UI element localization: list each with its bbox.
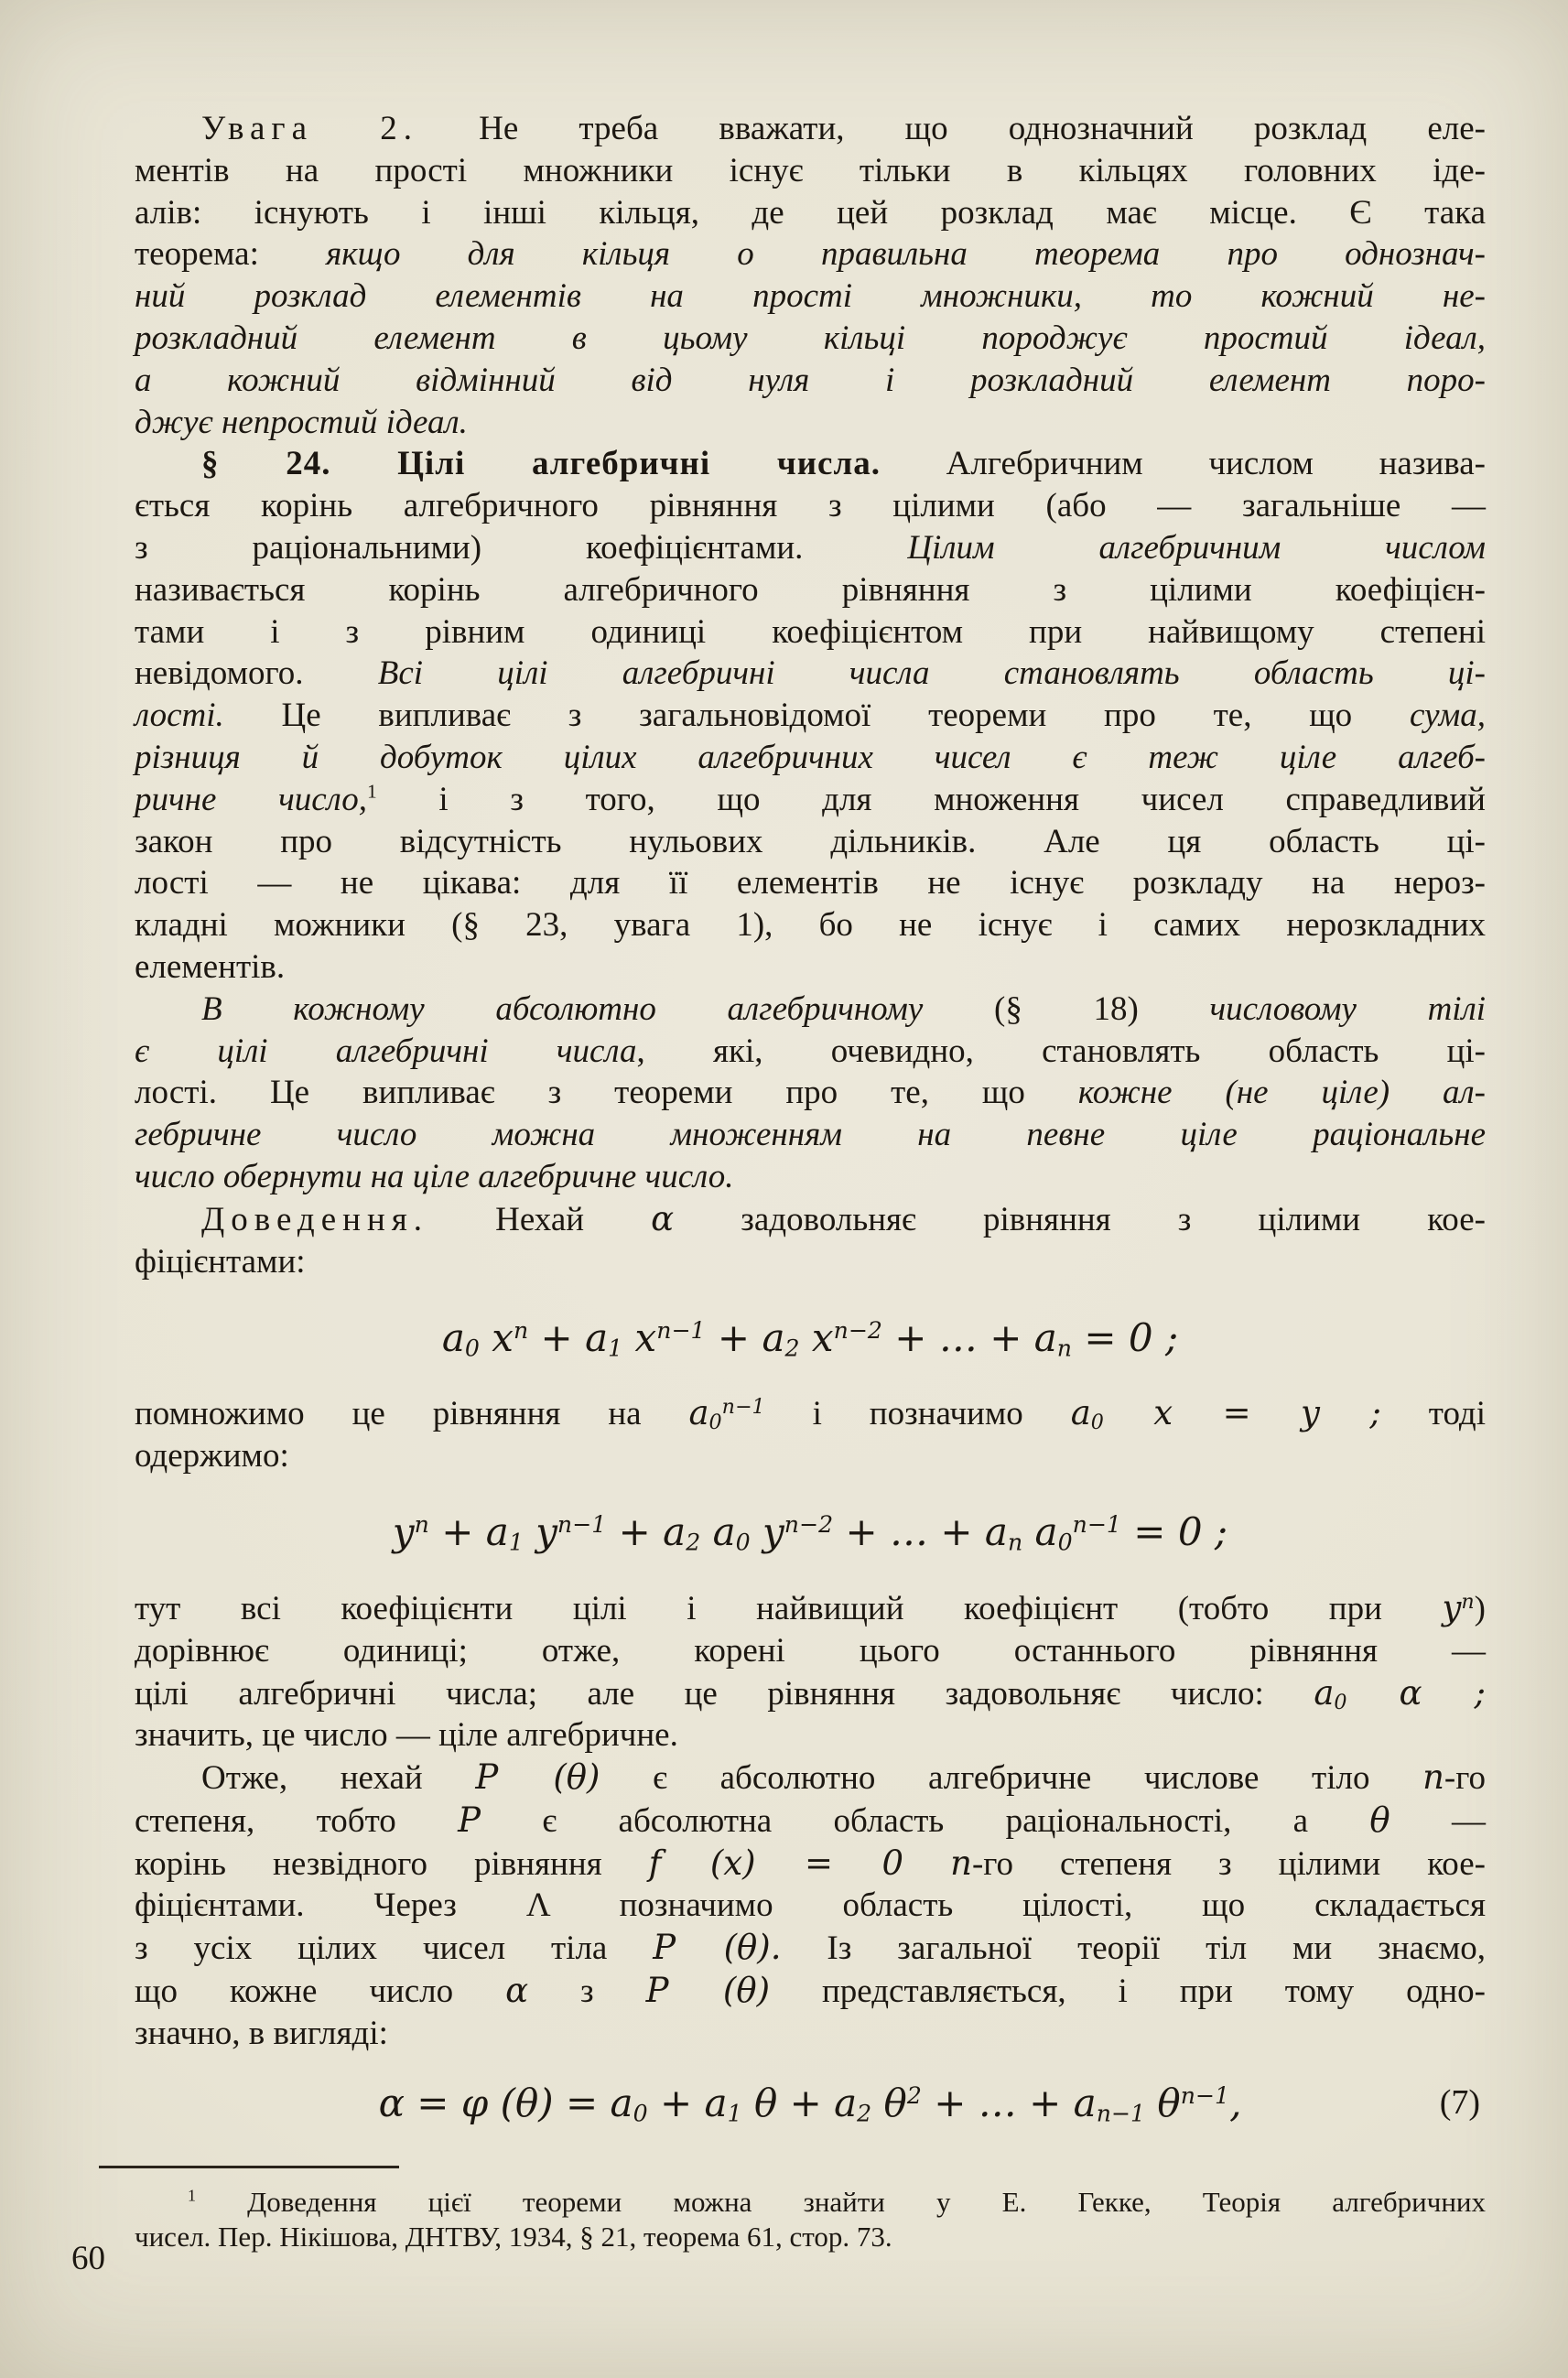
superscript: n−1 — [721, 1395, 765, 1420]
footnote-marker: 1 — [188, 2186, 196, 2205]
text-segment: Із загальної теорії тіл ми знаємо, — [781, 1929, 1486, 1968]
text-line — [135, 1885, 1486, 1927]
subscript: n — [1056, 1335, 1073, 1362]
superscript: 2 — [906, 2081, 922, 2109]
text-segment: тоді — [1380, 1395, 1486, 1433]
text-segment: значить, це число — ціле алгебричне. — [135, 1716, 678, 1755]
superscript: n−2 — [784, 1511, 834, 1539]
text-line — [135, 1031, 1486, 1073]
inline-math: $a_0^{n-1}$ — [688, 1393, 765, 1435]
text-segment: § 24. Цілі алгебричні числа. — [201, 445, 881, 483]
text-segment: різниця й добуток цілих алгебричних чисел є теж ціле алгеб- — [135, 738, 1486, 776]
inline-math: $y^n$ — [1442, 1587, 1475, 1627]
text-line — [135, 1072, 1486, 1114]
inline-math: P (θ). — [653, 1928, 782, 1968]
inline-math: P (θ) — [645, 1971, 771, 2011]
subscript: 1 — [508, 1529, 524, 1556]
subscript: 0 — [1057, 1529, 1073, 1556]
text-line — [135, 360, 1486, 402]
display-formula — [135, 1282, 1486, 1392]
superscript: n−1 — [1180, 2081, 1230, 2109]
text-line — [135, 862, 1486, 904]
equation-number: (7) — [1439, 2083, 1480, 2123]
page-number: 60 — [71, 2240, 105, 2277]
subscript: 2 — [686, 1529, 701, 1556]
text-segment: з раціональними) коефіцієнтами. — [135, 528, 908, 567]
text-segment: теорема: — [135, 235, 327, 274]
inline-math: α — [651, 1198, 675, 1238]
text-segment: лості. — [135, 697, 224, 735]
text-segment: тами і з рівним одиниці коефіцієнтом при найвищому степені — [135, 612, 1486, 651]
text-segment: є абсолютно алгебричне числове тіло — [600, 1759, 1423, 1798]
text-line — [135, 1800, 1486, 1843]
footnote — [135, 2185, 1486, 2255]
inline-math: n — [1422, 1757, 1444, 1798]
text-segment: і з того, що для множення чисел справедливий — [376, 780, 1486, 818]
inline-math: $a_0$ α ; — [1314, 1672, 1486, 1714]
subscript: 0 — [708, 1411, 722, 1435]
text-line — [135, 737, 1486, 779]
text-line — [135, 1927, 1486, 1970]
text-segment: кожне (не ціле) ал- — [1077, 1074, 1486, 1112]
subscript: 2 — [857, 2100, 872, 2127]
superscript: n−1 — [557, 1511, 607, 1539]
inline-math: θ — [1369, 1800, 1390, 1840]
text-segment: -го — [1444, 1759, 1486, 1798]
inline-math: P (θ) — [475, 1757, 600, 1798]
text-line — [135, 443, 1486, 485]
inline-math: α — [505, 1971, 529, 2011]
text-line — [135, 2185, 1486, 2221]
text-line — [135, 611, 1486, 654]
text-segment: є цілі алгебричні числа — [135, 1032, 637, 1070]
text-segment: фіцієнтами: — [135, 1242, 306, 1281]
body-text — [135, 108, 1486, 2151]
text-line — [135, 318, 1486, 360]
text-line — [135, 1756, 1486, 1800]
subscript: 0 — [1334, 1690, 1347, 1714]
text-segment: розкладний елемент в цьому кільці породжує простий ідеал, — [135, 319, 1486, 357]
text-segment: з — [528, 1973, 646, 2011]
text-segment: джує непростий ідеал. — [135, 403, 468, 441]
text-segment: — — [1390, 1801, 1487, 1840]
formula-math: $a_0$ $x^n + a_1$ $x^{n-1} + a_2$ $x^{n-2}$ + … + $a_n = 0$ ; — [441, 1314, 1179, 1362]
text-segment: дорівнює одиниці; отже, корені цього останнього рівняння — — [135, 1631, 1486, 1670]
text-segment: значно, в вигляді: — [135, 2014, 388, 2052]
text-segment: -го степеня з цілими кое- — [971, 1844, 1487, 1883]
text-segment: число обернути на ціле алгебричне число. — [135, 1157, 734, 1195]
text-line — [135, 402, 1486, 444]
subscript: 1 — [727, 2100, 742, 2127]
text-line — [135, 2013, 1486, 2055]
text-segment: називається корінь алгебричного рівняння з цілими коефіцієн- — [135, 570, 1486, 609]
text-segment: елементів. — [135, 947, 286, 986]
superscript: n — [414, 1511, 429, 1539]
text-segment: лості — не цікава: для її елементів не існує розкладу на нероз- — [135, 864, 1486, 903]
text-segment: ментів на прості множники існує тільки в кільцях головних іде- — [135, 151, 1486, 189]
text-line — [135, 1156, 1486, 1198]
text-line — [135, 779, 1486, 821]
footnote-marker: 1 — [367, 780, 377, 803]
text-line — [135, 821, 1486, 863]
text-line — [135, 150, 1486, 192]
text-line — [135, 276, 1486, 318]
text-line — [135, 192, 1486, 234]
text-segment: В кожному абсолютно алгебричному — [201, 989, 994, 1028]
text-line — [135, 1843, 1486, 1886]
text-line — [135, 1970, 1486, 2013]
text-line — [135, 527, 1486, 569]
text-segment: Не треба вважати, що однозначний розклад еле- — [417, 110, 1486, 147]
text-segment: Отже, нехай — [201, 1759, 476, 1798]
display-formula — [135, 1477, 1486, 1587]
text-segment: задовольняє рівняння з цілими кое- — [674, 1200, 1486, 1238]
text-line — [135, 1672, 1486, 1715]
text-segment: ний розклад елементів на прості множники, то кожний не- — [135, 277, 1486, 316]
text-segment: якщо для кільця о правильна теорема про однознач- — [326, 235, 1486, 274]
page-text-column — [135, 108, 1486, 2255]
subscript: 0 — [633, 2100, 648, 2127]
text-segment: представляється, і при тому одно- — [770, 1973, 1487, 2011]
text-segment: Алгебричним числом назива- — [880, 445, 1486, 483]
text-segment: з усіх цілих чисел тіла — [135, 1929, 654, 1968]
superscript: n−1 — [656, 1316, 706, 1344]
subscript: 0 — [464, 1335, 480, 1362]
text-segment: і позначимо — [764, 1395, 1071, 1433]
subscript: n−1 — [1096, 2100, 1146, 2127]
text-segment: ) — [1474, 1589, 1486, 1627]
subscript: 1 — [608, 1335, 623, 1362]
text-segment: тут всі коефіцієнти цілі і найвищий коефіцієнт (тобто при — [135, 1589, 1443, 1627]
text-segment: Всі цілі алгебричні числа становлять область ці- — [377, 654, 1486, 693]
text-line — [135, 1241, 1486, 1283]
text-segment: , які, очевидно, становлять область ці- — [636, 1032, 1486, 1070]
text-segment: алів: існують і інші кільця, де цей розклад має місце. Є така — [135, 193, 1486, 232]
text-line — [135, 1630, 1486, 1672]
text-segment: Це випливає з загальновідомої теореми про те, що — [223, 697, 1410, 735]
text-segment: цілі алгебричні числа; але це рівняння задовольняє число: — [135, 1674, 1314, 1713]
text-line — [135, 2220, 1486, 2255]
text-segment: (§ 18) — [994, 989, 1210, 1028]
inline-math: $a_0$ x = y ; — [1070, 1393, 1381, 1435]
text-segment: що кожне число — [135, 1973, 506, 2011]
text-line — [135, 653, 1486, 695]
text-line — [135, 946, 1486, 989]
text-segment: кладні можники (§ 23, увага 1), бо не існує і самих нерозкладних — [135, 906, 1486, 945]
text-line — [135, 108, 1486, 150]
text-line — [135, 1435, 1486, 1477]
text-segment: помножимо це рівняння на — [135, 1395, 689, 1433]
text-segment: ричне число, — [135, 780, 367, 818]
display-formula — [135, 2055, 1486, 2151]
inline-math: P — [458, 1800, 481, 1840]
text-segment: невідомого. — [135, 654, 378, 693]
superscript: n−1 — [1072, 1511, 1121, 1539]
text-segment: є абсолютна область раціональності, а — [481, 1801, 1370, 1840]
subscript: 0 — [735, 1529, 751, 1556]
text-segment: а кожний відмінний від нуля і розкладний елемент поро- — [135, 361, 1486, 399]
formula-math: $y^n + a_1$ $y^{n-1} + a_2$ $a_0$ $y^{n-2}$ + … + $a_n$ $a_0^{n-1} = 0$ ; — [392, 1509, 1228, 1556]
subscript: 0 — [1090, 1411, 1104, 1435]
inline-math: f (x) = 0 — [648, 1843, 904, 1883]
text-segment: Цілим алгебричним числом — [907, 528, 1486, 567]
text-line — [135, 1198, 1486, 1241]
text-segment: Увага 2. — [201, 110, 418, 147]
text-line — [135, 233, 1486, 276]
footnote-separator — [99, 2166, 399, 2168]
text-line — [135, 1114, 1486, 1156]
text-line — [135, 1587, 1486, 1630]
text-segment: ється корінь алгебричного рівняння з цілими (або — загальніше — — [135, 487, 1486, 525]
text-segment: гебричне число можна множенням на певне ціле раціональне — [135, 1116, 1486, 1154]
superscript: n — [513, 1316, 529, 1344]
text-segment: числовому тілі — [1209, 989, 1486, 1028]
superscript: n−2 — [833, 1316, 882, 1344]
text-segment: чисел. Пер. Нікішова, ДНТВУ, 1934, § 21, теорема 61, стор. 73. — [135, 2221, 892, 2254]
text-segment: закон про відсутність нульових дільників. Але ця область ці- — [135, 822, 1486, 860]
text-segment: фіцієнтами. Через Λ позначимо область цілості, що складається — [135, 1886, 1486, 1925]
text-line — [135, 485, 1486, 527]
text-segment: степеня, тобто — [135, 1801, 459, 1840]
text-segment: одержимо: — [135, 1437, 289, 1475]
subscript: n — [1007, 1529, 1023, 1556]
text-segment: корінь незвідного рівняння — [135, 1844, 649, 1883]
text-line — [135, 569, 1486, 611]
text-line — [135, 1392, 1486, 1435]
text-line — [135, 989, 1486, 1031]
subscript: 2 — [784, 1335, 800, 1362]
text-segment — [903, 1845, 950, 1883]
text-line — [135, 904, 1486, 946]
inline-math: n — [950, 1843, 972, 1883]
text-segment: Доведення цієї теореми можна знайти у Е. Гекке, Теорія алгебричних — [195, 2185, 1486, 2218]
text-segment: Нехай — [428, 1200, 652, 1238]
text-segment: сума, — [1409, 697, 1486, 735]
text-line — [135, 1714, 1486, 1756]
text-segment: лості. Це випливає з теореми про те, що — [135, 1074, 1078, 1112]
text-segment: Доведення. — [201, 1200, 429, 1238]
superscript: n — [1461, 1589, 1475, 1614]
formula-math: α = φ $(\theta) = a_0 + a_1$ $\theta + a_2$ $\theta^2$ + … + $a_{n-1}$ $\theta^{n-1}$, — [378, 2080, 1242, 2127]
text-line — [135, 695, 1486, 737]
